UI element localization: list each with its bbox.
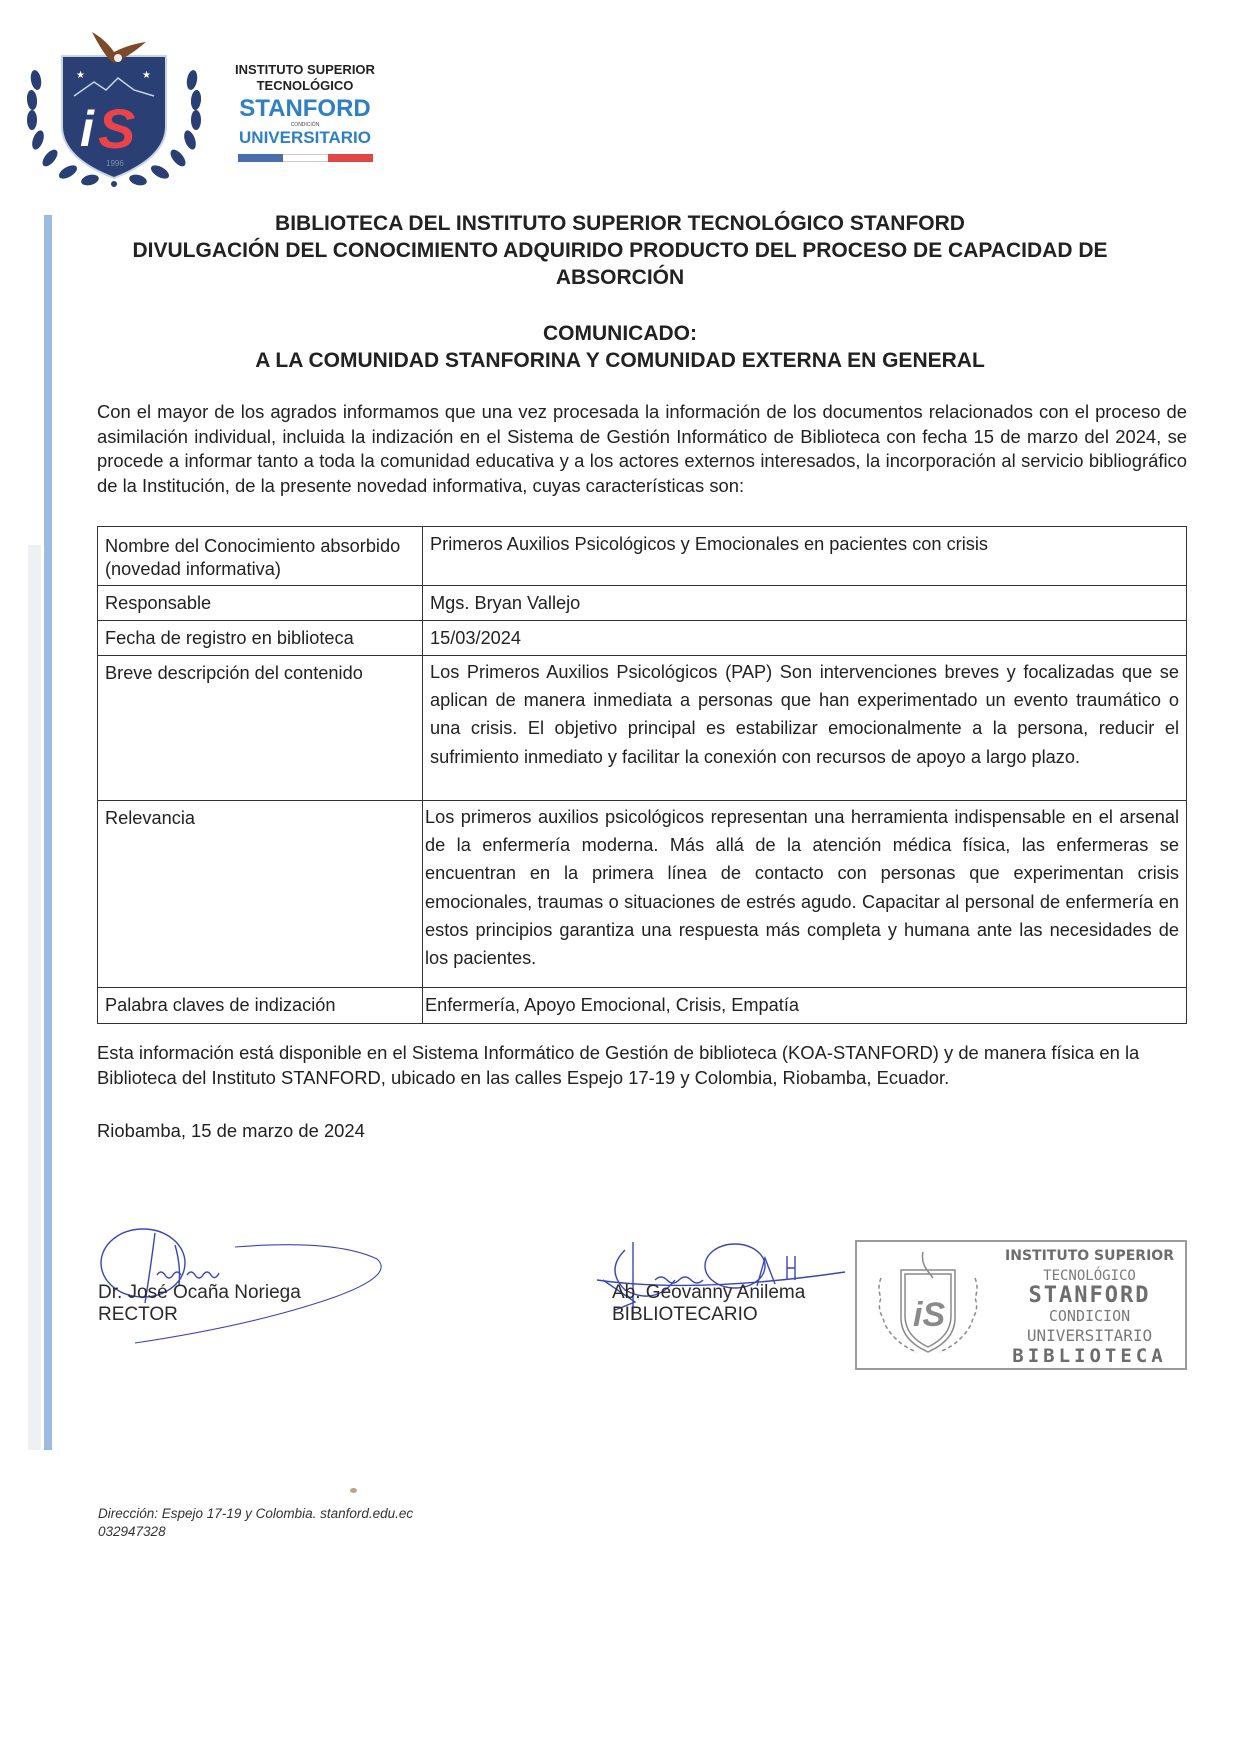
logo-line2: TECNOLÓGICO — [256, 78, 354, 93]
institution-crest-stamp-icon — [863, 1248, 993, 1363]
institution-crest-icon — [14, 18, 214, 193]
table-row — [98, 621, 1187, 656]
library-stamp — [855, 1240, 1187, 1370]
librarian-name: Ab. Geovanny Anilema — [612, 1282, 806, 1303]
side-decoration-bar — [44, 215, 52, 1450]
librarian-role: BIBLIOTECARIO — [612, 1304, 758, 1325]
scan-speck — [350, 1488, 357, 1493]
row-label: Responsable — [98, 586, 423, 621]
svg-text:★: ★ — [76, 70, 85, 81]
title-line2: DIVULGACIÓN DEL CONOCIMIENTO ADQUIRIDO PRODUCTO DEL PROCESO DE CAPACIDAD DE — [132, 239, 1108, 262]
footer-address: Dirección: Espejo 17-19 y Colombia. stanford.edu.ec — [98, 1506, 414, 1521]
svg-text:i: i — [80, 101, 94, 157]
institution-wordmark — [225, 62, 385, 162]
stamp-line5: UNIVERSITARIO — [1026, 1326, 1153, 1345]
stamp-line4: CONDICION — [1048, 1307, 1131, 1325]
stamp-line1: INSTITUTO SUPERIOR — [1005, 1248, 1174, 1264]
svg-text:S: S — [98, 97, 136, 160]
table-row — [98, 527, 1187, 586]
title-line1: BIBLIOTECA DEL INSTITUTO SUPERIOR TECNOLÓGICO STANFORD — [275, 212, 965, 235]
table-row — [98, 656, 1187, 801]
stamp-line3: STANFORD — [1028, 1283, 1151, 1308]
row-label: Breve descripción del contenido — [98, 656, 423, 801]
row-label: Relevancia — [98, 801, 423, 988]
stamp-text — [997, 1246, 1182, 1366]
librarian-signature-block — [612, 1282, 805, 1326]
logo-line1: INSTITUTO SUPERIOR — [235, 62, 375, 77]
footer-phone: 032947328 — [98, 1524, 166, 1539]
side-decoration-faint — [28, 545, 41, 1450]
table-row — [98, 586, 1187, 621]
logo-condition: CONDICIÓN — [290, 122, 320, 128]
availability-paragraph: Esta información está disponible en el Sistema Informático de Gestión de biblioteca (KOA-STANFORD) y de manera física en la Biblioteca del Instituto STANFORD, ubicado en las calles Espejo 17-19 y Colombia, Riobamba, Ecuador. — [97, 1042, 1140, 1088]
row-label: Fecha de registro en biblioteca — [98, 621, 423, 656]
knowledge-info-table — [97, 526, 1187, 1024]
stamp-line6: BIBLIOTECA — [1012, 1345, 1167, 1367]
svg-text:★: ★ — [142, 70, 151, 81]
table-row — [98, 988, 1187, 1024]
title-line3: ABSORCIÓN — [555, 266, 685, 289]
intro-paragraph: Con el mayor de los agrados informamos que una vez procesada la información de los documentos relacionados con el proceso de asimilación individual, incluida la indización en el Sistema de Gestión Informático de Biblioteca con fecha 15 de marzo del 2024, se procede a informar tanto a toda la comunidad educativa y a los actores externos interesados, la incorporación al servicio bibliográfico de la Institución, de la presente novedad informativa, cuyas características son: — [97, 401, 1187, 496]
svg-text:iS: iS — [913, 1296, 946, 1334]
row-label: Nombre del Conocimiento absorbido (novedad informativa) — [98, 527, 423, 586]
table-row — [98, 801, 1187, 988]
rector-role: RECTOR — [98, 1304, 178, 1325]
flag-stripe — [238, 154, 373, 162]
rector-signature-block — [98, 1282, 301, 1326]
svg-text:1996: 1996 — [106, 159, 124, 168]
logo-status: UNIVERSITARIO — [239, 128, 371, 147]
row-value: 15/03/2024 — [423, 621, 1187, 656]
stamp-line2: TECNOLÓGICO — [1043, 1268, 1136, 1284]
row-value: Los primeros auxilios psicológicos representan una herramienta indispensable en el arsenal de la enfermería moderna. Más allá de la atención médica física, las enfermeras se encuentran en la primera línea de contacto con personas que experimentan crisis emocionales, traumas o situaciones de estrés agudo. Capacitar al personal de enfermería en estos principios garantiza una respuesta más completa y humana ante las necesidades de los pacientes. — [423, 801, 1187, 988]
document-title — [100, 210, 1140, 291]
row-value: Mgs. Bryan Vallejo — [423, 586, 1187, 621]
comunicado-label: COMUNICADO: — [543, 322, 697, 345]
row-value: Primeros Auxilios Psicológicos y Emocionales en pacientes con crisis — [423, 527, 1187, 586]
place-date: Riobamba, 15 de marzo de 2024 — [97, 1120, 365, 1141]
comunicado-heading — [100, 320, 1140, 374]
rector-name: Dr. José Ocaña Noriega — [98, 1282, 301, 1303]
row-value: Los Primeros Auxilios Psicológicos (PAP) Son intervenciones breves y focalizadas que se aplican de manera inmediata a personas que han experimentado un evento traumático o una crisis. El objetivo principal es estabilizar emocionalmente a la persona, reducir el sufrimiento inmediato y facilitar la conexión con recursos de apoyo a largo plazo. — [423, 656, 1187, 801]
row-value: Enfermería, Apoyo Emocional, Crisis, Empatía — [423, 988, 1187, 1024]
row-label: Palabra claves de indización — [98, 988, 423, 1024]
logo-name: STANFORD — [239, 95, 371, 122]
footer-contact — [98, 1505, 413, 1541]
audience-line: A LA COMUNIDAD STANFORINA Y COMUNIDAD EXTERNA EN GENERAL — [255, 349, 985, 372]
